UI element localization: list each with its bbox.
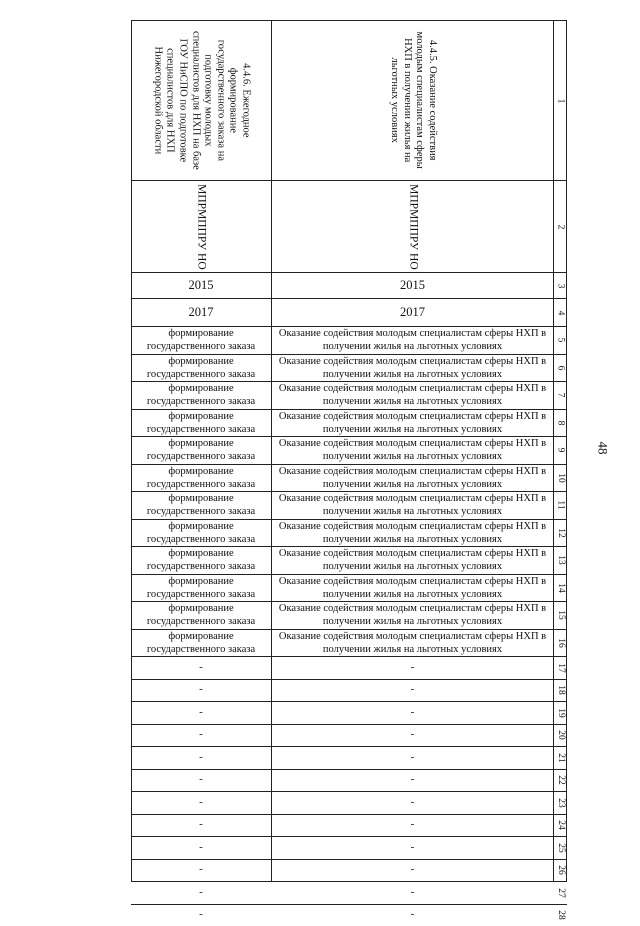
- table-row: [131, 354, 567, 382]
- row-number: 10: [554, 465, 567, 492]
- table-row: [131, 859, 567, 882]
- row-number: 26: [554, 860, 567, 882]
- stage-cell-right: -: [272, 815, 553, 837]
- table-row: [131, 656, 567, 679]
- stage-cell-left: -: [131, 792, 271, 814]
- end-year-left: 2017: [131, 299, 271, 326]
- row-number: 28: [554, 905, 567, 926]
- stage-cell-right: Оказание содействия молодым специалистам сферы НХП в получении жилья на льготных условиях: [272, 410, 553, 437]
- row-number: 9: [554, 437, 567, 464]
- stage-cell-right: -: [272, 770, 553, 792]
- stage-cell-right: Оказание содействия молодым специалистам сферы НХП в получении жилья на льготных условиях: [272, 465, 553, 492]
- table-row: [131, 724, 567, 747]
- stage-cell-left: формирование государственного заказа: [131, 547, 271, 574]
- stage-cell-left: формирование государственного заказа: [131, 630, 271, 657]
- stage-cell-right: Оказание содействия молодым специалистам сферы НХП в получении жилья на льготных условиях: [272, 437, 553, 464]
- stage-cell-left: -: [131, 837, 271, 859]
- stage-cell-left: -: [131, 657, 271, 679]
- stage-cell-right: -: [272, 905, 553, 926]
- stage-cell-left: -: [131, 702, 271, 724]
- row-number: 8: [554, 410, 567, 437]
- stage-cell-right: -: [272, 657, 553, 679]
- header-row-task: [131, 20, 567, 180]
- row-number: 4: [554, 299, 567, 326]
- row-number: 20: [554, 725, 567, 747]
- row-number: 25: [554, 837, 567, 859]
- row-number: 14: [554, 575, 567, 602]
- task-cell-right: 4.4.5. Оказание содействия молодым специалистам сферы НХП в получении жилья на льготных условиях: [272, 21, 553, 180]
- row-number: 18: [554, 680, 567, 702]
- table-row: [131, 436, 567, 464]
- end-year-right: 2017: [272, 299, 553, 326]
- stage-cell-right: Оказание содействия молодым специалистам сферы НХП в получении жилья на льготных условиях: [272, 520, 553, 547]
- table-row: [131, 746, 567, 769]
- row-number: 13: [554, 547, 567, 574]
- stage-cell-right: -: [272, 792, 553, 814]
- table-row: [131, 546, 567, 574]
- row-number: 21: [554, 747, 567, 769]
- row-number: 7: [554, 382, 567, 409]
- table-row: [131, 409, 567, 437]
- task-cell-left: 4.4.6. Ежегодное формирование государственного заказа на подготовку молодых специалистов для НХП на базе ГОУ НиСПО по подготовке специалистов для НХП Нижегородской области: [131, 21, 271, 180]
- page-number: 48: [595, 442, 611, 455]
- table-row: [131, 679, 567, 702]
- table-row: [131, 519, 567, 547]
- table-row: [131, 574, 567, 602]
- header-row-executor: [131, 180, 567, 272]
- stage-cell-left: -: [131, 725, 271, 747]
- row-number: 5: [554, 327, 567, 354]
- stage-cell-left: формирование государственного заказа: [131, 465, 271, 492]
- table-row: [131, 326, 567, 354]
- stage-cell-left: формирование государственного заказа: [131, 437, 271, 464]
- stage-cell-left: формирование государственного заказа: [131, 520, 271, 547]
- plan-table: [131, 20, 567, 882]
- stage-cell-right: Оказание содействия молодым специалистам сферы НХП в получении жилья на льготных условиях: [272, 602, 553, 629]
- stage-cell-right: Оказание содействия молодым специалистам сферы НХП в получении жилья на льготных условиях: [272, 547, 553, 574]
- start-year-left: 2015: [131, 273, 271, 298]
- stage-cell-left: формирование государственного заказа: [131, 575, 271, 602]
- row-number: 11: [554, 492, 567, 519]
- table-row: [131, 791, 567, 814]
- row-number: 12: [554, 520, 567, 547]
- table-row: [131, 836, 567, 859]
- start-year-right: 2015: [272, 273, 553, 298]
- stage-cell-right: Оказание содействия молодым специалистам сферы НХП в получении жилья на льготных условиях: [272, 492, 553, 519]
- executor-cell-left: МПРМППРУ НО: [131, 181, 271, 272]
- stage-cell-right: -: [272, 860, 553, 882]
- row-number: 16: [554, 630, 567, 657]
- column-divider: [271, 20, 272, 882]
- stage-cell-left: -: [131, 747, 271, 769]
- stage-cell-left: формирование государственного заказа: [131, 410, 271, 437]
- stage-cell-left: формирование государственного заказа: [131, 492, 271, 519]
- stage-cell-right: -: [272, 837, 553, 859]
- stage-cell-left: -: [131, 882, 271, 904]
- stage-cell-left: -: [131, 680, 271, 702]
- stage-cell-right: Оказание содействия молодым специалистам сферы НХП в получении жилья на льготных условиях: [272, 382, 553, 409]
- stage-cell-right: Оказание содействия молодым специалистам сферы НХП в получении жилья на льготных условиях: [272, 575, 553, 602]
- stage-cell-right: Оказание содействия молодым специалистам сферы НХП в получении жилья на льготных условиях: [272, 355, 553, 382]
- stage-cell-left: -: [131, 770, 271, 792]
- row-number: 2: [554, 181, 567, 272]
- stage-cell-left: -: [131, 815, 271, 837]
- table-row: [131, 629, 567, 657]
- table-row: [131, 601, 567, 629]
- row-start-year: [131, 272, 567, 298]
- table-row: [131, 381, 567, 409]
- table-row: [131, 464, 567, 492]
- stage-cell-left: формирование государственного заказа: [131, 327, 271, 354]
- column-divider: [553, 20, 554, 882]
- executor-cell-right: МПРМППРУ НО: [272, 181, 553, 272]
- stage-cell-right: Оказание содействия молодым специалистам сферы НХП в получении жилья на льготных условиях: [272, 327, 553, 354]
- stage-cell-right: -: [272, 747, 553, 769]
- stage-cell-right: -: [272, 882, 553, 904]
- row-number: 6: [554, 355, 567, 382]
- row-number: 17: [554, 657, 567, 679]
- table-row: [131, 904, 567, 926]
- row-number: 24: [554, 815, 567, 837]
- stage-cell-left: -: [131, 905, 271, 926]
- stage-cell-left: формирование государственного заказа: [131, 382, 271, 409]
- row-number: 23: [554, 792, 567, 814]
- stage-cell-right: -: [272, 702, 553, 724]
- row-number: 1: [554, 21, 567, 180]
- row-number: 15: [554, 602, 567, 629]
- row-end-year: [131, 298, 567, 326]
- row-number: 22: [554, 770, 567, 792]
- table-row: [131, 701, 567, 724]
- table-row: [131, 814, 567, 837]
- row-number: 3: [554, 273, 567, 298]
- table-row: [131, 491, 567, 519]
- row-number: 19: [554, 702, 567, 724]
- stage-cell-left: формирование государственного заказа: [131, 602, 271, 629]
- stage-cell-right: Оказание содействия молодым специалистам сферы НХП в получении жилья на льготных условиях: [272, 630, 553, 657]
- stage-cell-right: -: [272, 680, 553, 702]
- table-row: [131, 769, 567, 792]
- stage-cell-right: -: [272, 725, 553, 747]
- table-row: [131, 881, 567, 904]
- stage-cell-left: -: [131, 860, 271, 882]
- stage-cell-left: формирование государственного заказа: [131, 355, 271, 382]
- row-number: 27: [554, 882, 567, 904]
